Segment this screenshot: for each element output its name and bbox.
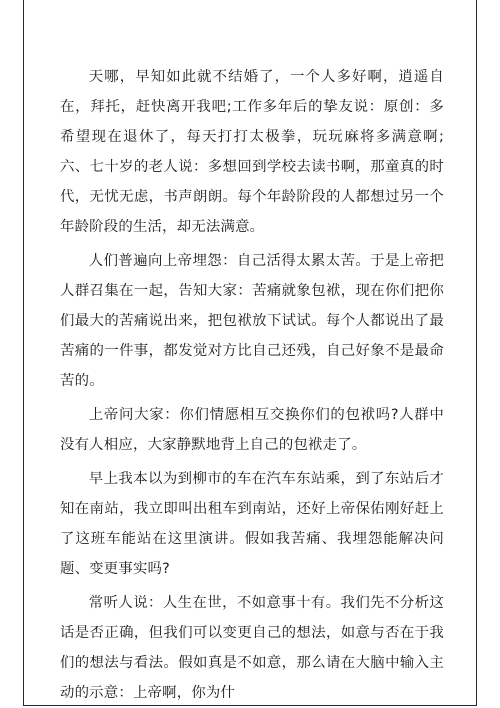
document-body: [60, 62, 444, 708]
paragraph-4: 早上我本以为到柳市的车在汽车东站乘，到了东站后才知在南站，我立即叫出租车到南站，还好上帝保佑刚好赶上了这班车能站在这里演讲。假如我苦痛、我埋怨能解决问题、变更事实吗?: [60, 471, 444, 577]
paragraph-1: 天哪，早知如此就不结婚了，一个人多好啊，逍遥自在，拜托，赶快离开我吧;工作多年后的挚友说：原创：多希望现在退休了，每天打打太极拳，玩玩麻将多满意啊;六、七十岁的老人说：多想回到学校去读书啊，那童真的时代，无忧无虑，书声朗朗。每个年龄阶段的人都想过另一个年龄阶段的生活，却无法满意。: [60, 69, 444, 235]
paragraph-5: 常听人说：人生在世，不如意事十有。我们先不分析这话是否正确，但我们可以变更自己的想法，如意与否在于我们的想法与看法。假如真是不如意，那么请在大脑中输入主动的示意：上帝啊，你为什: [60, 595, 444, 701]
paragraph-3: 上帝问大家：你们情愿相互交换你们的包袱吗?人群中没有人相应，大家静默地背上自己的包袱走了。: [60, 407, 444, 453]
paragraph-2: 人们普遍向上帝埋怨：自己活得太累太苦。于是上帝把人群召集在一起，告知大家：苦痛就象包袱，现在你们把你们最大的苦痛说出来，把包袱放下试试。每个人都说出了最苦痛的一件事，都发觉对方比自己还残，自己好象不是最命苦的。: [60, 253, 444, 389]
